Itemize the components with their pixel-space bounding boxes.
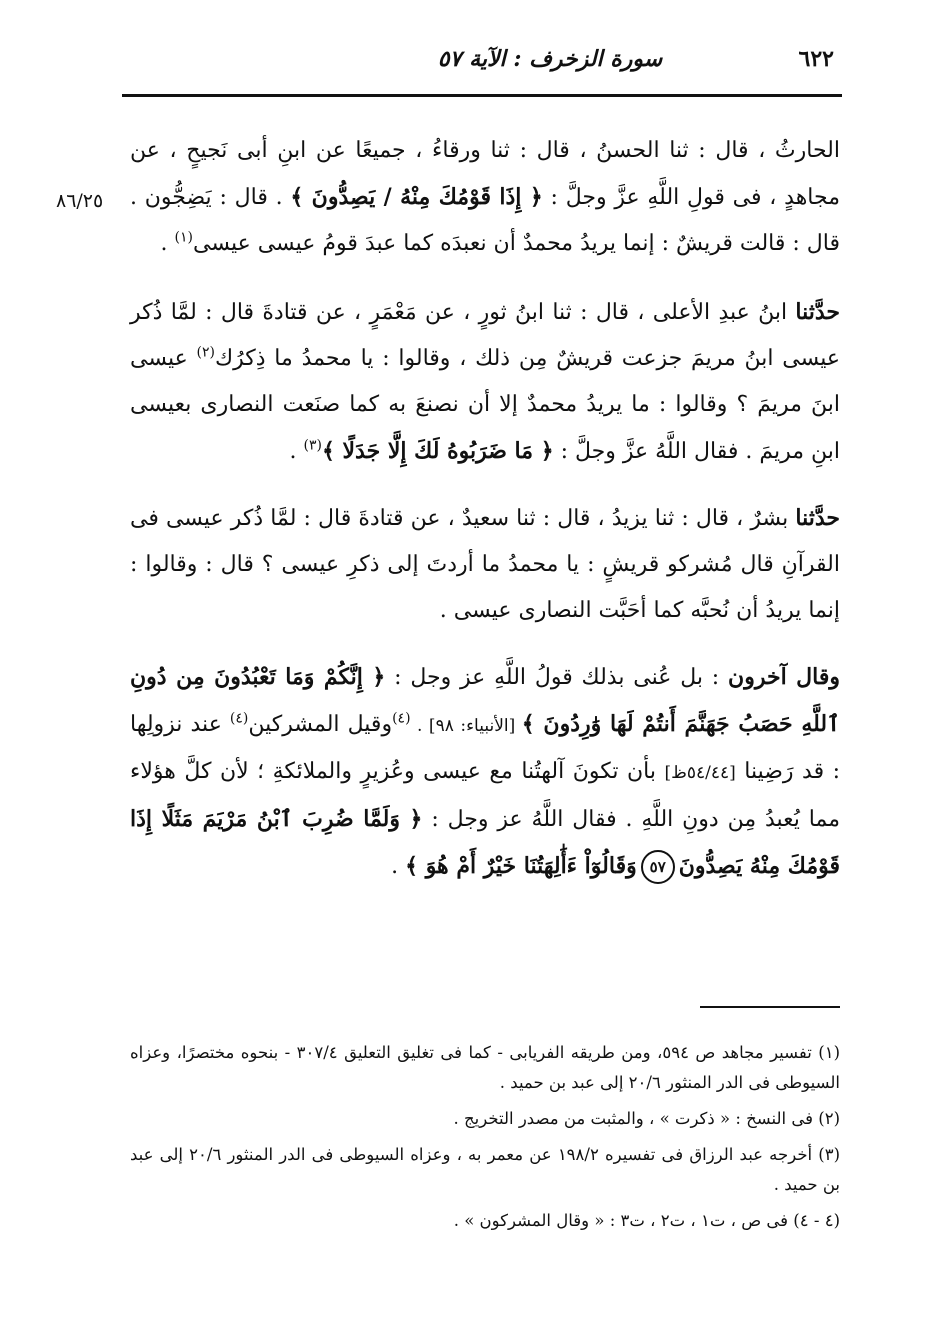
- paragraph-3: [130, 495, 840, 634]
- footnote-marker[interactable]: (١): [174, 229, 193, 246]
- paragraph-text: : بل عُنى بذلك قولُ اللَّهِ عز وجل :: [385, 665, 729, 690]
- quran-verse: ﴿ إِنَّكُمْ وَمَا تَعْبُدُونَ مِن دُونِ ٱللَّهِ حَصَبُ جَهَنَّمَ أَنتُمْ لَهَا وَٰرِدُونَ ﴾: [130, 664, 841, 737]
- quran-verse: ﴿ وَلَمَّا ضُرِبَ ٱبْنُ مَرْيَمَ مَثَلًا إِذَا قَوْمُكَ مِنْهُ يَصِدُّونَ: [130, 806, 840, 879]
- footnote-3: (٣) أخرجه عبد الرزاق فى تفسيره ١٩٨/٢ عن معمر به ، وعزاه السيوطى فى الدر المنثور ٢٠/٦ إلى عبد بن حميد .: [130, 1145, 841, 1194]
- footnote-rule: [700, 1006, 840, 1008]
- footnote-1: (١) تفسير مجاهد ص ٥٩٤، ومن طريقه الفريابى - كما فى تغليق التعليق ٣٠٧/٤ - بنحوه مختصرًا، وعزاه السيوطى فى الدر المنثور ٢٠/٦ إلى عبد بن حميد .: [130, 1043, 840, 1092]
- paragraph-text: فى قولِ اللَّهِ عزَّ وجلَّ :: [542, 185, 762, 210]
- quran-verse: ﴿ مَا ضَرَبُوهُ لَكَ إِلَّا جَدَلًا ﴾: [321, 438, 554, 464]
- page-header: [120, 38, 840, 84]
- paragraph-text: .: [160, 231, 175, 256]
- manuscript-reference: [٥٤/٤٤ظ]: [664, 763, 736, 783]
- ayah-number-marker: ٥٧: [641, 850, 675, 884]
- paragraph-text: الحارثُ ، قال : ثنا الحسنُ ، قال : ثنا ورقاءُ ، جميعًا عن ابنِ أبى نَجيحٍ ، عن مجاهدٍ ،: [130, 138, 841, 210]
- paragraph-text: .: [391, 854, 406, 879]
- footnote-2: (٢) فى النسخ : « ذكرت » ، والمثبت من مصدر التخريج .: [453, 1109, 840, 1128]
- header-rule: [122, 94, 842, 97]
- paragraph-text: بشرٌ ، قال : ثنا يزيدُ ، قال : ثنا سعيدٌ ، عن قتادةَ قال : لمَّا ذُكر عيسى فى القرآنِ قال مُشركو قريشٍ : يا محمدُ ما أردتَ إلى ذكرِ عيسى ؟ قال : وقالوا : إنما يريدُ أن نُحبَّه كما أحَبَّت النصارى عيسى .: [130, 506, 840, 623]
- footnote-4: (٤ - ٤) فى ص ، ت١ ، ت٢ ، ت٣ : « وقال المشركون » .: [453, 1211, 840, 1230]
- paragraph-text: ابنُ عبدِ الأعلى ، قال : ثنا ابنُ ثورٍ ، عن مَعْمَرٍ ، عن قتادةَ قال : لمَّا ذُكر عيسى ابنُ مريمَ جزعت قريشٌ مِن ذلك ، وقالوا : يا محمدُ ما ذِكرُك: [130, 300, 840, 371]
- paragraph-text: عند نزولِها : قد رَضِينا: [130, 712, 840, 784]
- main-text: [130, 128, 840, 910]
- paragraph-text: بأن تكونَ آلهتُنا مع عيسى وعُزيرٍ والملائكةِ ؛ لأن كلَّ هؤلاء مما يُعبدُ مِن دونِ اللَّهِ . فقال اللَّهُ عز وجل :: [130, 759, 840, 832]
- hadith-lead: حدَّثنا: [795, 299, 840, 325]
- hadith-lead: حدَّثنا: [795, 505, 840, 531]
- paragraph-text: . قال : يَضِجُّون . قال : قالت قريشٌ : إنما يريدُ محمدٌ أن نعبدَه كما عبدَ قومُ عيسى عيسى: [130, 185, 840, 256]
- footnote-marker[interactable]: (٣): [303, 437, 322, 454]
- paragraph-text: .: [289, 439, 304, 464]
- margin-reference: ٨٦/٢٥: [56, 190, 104, 212]
- quran-verse: وَقَالُوٓاْ ءَأَٰلِهَتُنَا خَيْرٌ أَمْ هُوَ ﴾: [405, 853, 637, 879]
- quran-verse: ﴿ إِذَا قَوْمُكَ مِنْهُ / يَصِدُّونَ ﴾: [290, 184, 543, 210]
- paragraph-text: عيسى ابنَ مريمَ ؟ وقالوا : ما يريدُ محمدٌ إلا أن نصنعَ به كما صنَعت النصارى بعيسى ابنِ مريمَ . فقال اللَّهُ عزَّ وجلَّ :: [130, 346, 840, 464]
- page-number: ٦٢٢: [798, 46, 834, 72]
- footnote-marker[interactable]: (٢): [196, 344, 215, 361]
- hadith-lead: وقال آخرون: [728, 664, 840, 690]
- paragraph-text: وقيل المشركين: [248, 712, 393, 737]
- footnote-marker[interactable]: (٤): [229, 710, 249, 727]
- footnotes: [130, 1038, 840, 1242]
- verse-reference: [الأنبياء: ٩٨] .: [410, 716, 522, 736]
- footnote-marker[interactable]: (٤): [392, 710, 411, 727]
- paragraph-2: [130, 289, 840, 475]
- paragraph-1: [130, 128, 840, 267]
- surah-title: سورة الزخرف : الآية ٥٧: [437, 46, 663, 72]
- paragraph-4: [130, 654, 840, 890]
